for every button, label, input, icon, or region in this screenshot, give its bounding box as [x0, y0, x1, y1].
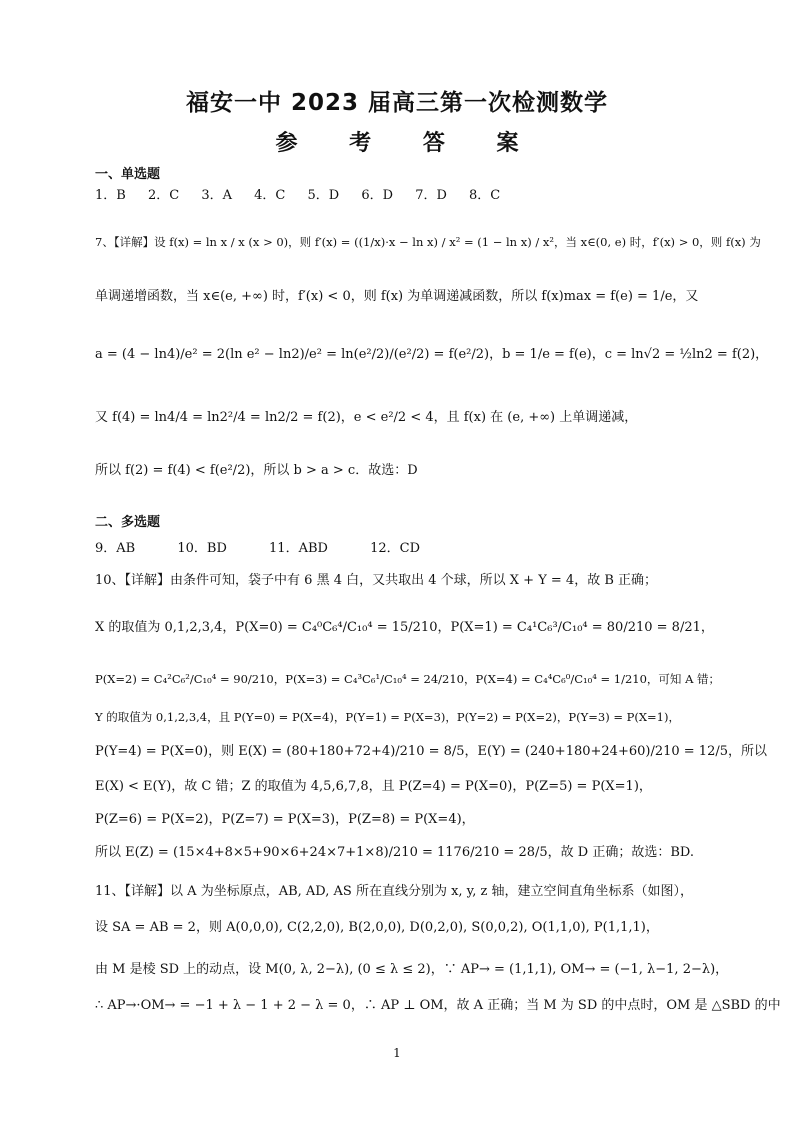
answer-item: 6．D — [361, 188, 394, 203]
q7-line-2: 单调递增函数，当 x∈(e, +∞) 时，f′(x) < 0，则 f(x) 为单调递减函数，所以 f(x)max = f(e) = 1/e，又 — [95, 289, 699, 304]
q11-line-3: 由 M 是棱 SD 上的动点，设 M(0, λ, 2−λ), (0 ≤ λ ≤ 2)，∵ AP→ = (1,1,1), OM→ = (−1, λ−1, 2−λ)， — [95, 962, 729, 977]
answer-item: 1．B — [95, 188, 126, 203]
q11-line-4: ∴ AP→·OM→ = −1 + λ − 1 + 2 − λ = 0，∴ AP ⊥ OM，故 A 正确；当 M 为 SD 的中点时，OM 是 △SBD 的中 — [95, 998, 781, 1013]
answer-item: 8．C — [469, 188, 501, 203]
answer-item: 12．CD — [370, 541, 421, 556]
section-heading-single-choice: 一、单选题 — [95, 167, 161, 182]
q10-line-7: P(Z=6) = P(X=2)，P(Z=7) = P(X=3)，P(Z=8) = P(X=4)， — [95, 812, 475, 827]
q10-line-6: E(X) < E(Y)，故 C 错；Z 的取值为 4,5,6,7,8，且 P(Z=4) = P(X=0)，P(Z=5) = P(X=1)， — [95, 779, 652, 794]
answer-item: 9．AB — [95, 541, 136, 556]
document-subtitle: 参 考 答 案 — [275, 131, 541, 156]
answer-item: 7．D — [415, 188, 447, 203]
single-choice-answers — [95, 186, 518, 206]
document-title: 福安一中 2023 届高三第一次检测数学 — [185, 90, 609, 116]
multiple-choice-answers — [95, 539, 458, 559]
q7-line-3: a = (4 − ln4)/e² = 2(ln e² − ln2)/e² = ln(e²/2)/(e²/2) = f(e²/2)，b = 1/e = f(e)，c = ln√2 = ½ln2 = f(2)， — [95, 347, 769, 362]
q7-line-5: 所以 f(2) = f(4) < f(e²/2)，所以 b > a > c．故选：D — [95, 463, 418, 478]
q11-line-1: 11、【详解】以 A 为坐标原点，AB, AD, AS 所在直线分别为 x, y, z 轴，建立空间直角坐标系（如图）， — [95, 884, 694, 899]
answer-item: 3．A — [201, 188, 232, 203]
q10-line-5: P(Y=4) = P(X=0)，则 E(X) = (80+180+72+4)/210 = 8/5，E(Y) = (240+180+24+60)/210 = 12/5，所以 — [95, 744, 767, 759]
q10-line-1: 10、【详解】由条件可知，袋子中有 6 黑 4 白，又共取出 4 个球，所以 X + Y = 4，故 B 正确； — [95, 573, 658, 588]
answer-item: 10．BD — [177, 541, 227, 556]
q10-line-2: X 的取值为 0,1,2,3,4，P(X=0) = C₄⁰C₆⁴/C₁₀⁴ = 15/210，P(X=1) = C₄¹C₆³/C₁₀⁴ = 80/210 = 8/21， — [95, 620, 714, 635]
q11-line-2: 设 SA = AB = 2，则 A(0,0,0), C(2,2,0), B(2,0,0), D(0,2,0), S(0,0,2), O(1,1,0), P(1,1,1)， — [95, 920, 659, 935]
q10-line-4: Y 的取值为 0,1,2,3,4，且 P(Y=0) = P(X=4)，P(Y=1) = P(X=3)，P(Y=2) = P(X=2)，P(Y=3) = P(X=1)， — [95, 710, 680, 724]
q7-line-4: 又 f(4) = ln4/4 = ln2²/4 = ln2/2 = f(2)，e < e²/2 < 4，且 f(x) 在 (e, +∞) 上单调递减， — [95, 410, 638, 425]
page-number: 1 — [393, 1046, 401, 1060]
q10-line-3: P(X=2) = C₄²C₆²/C₁₀⁴ = 90/210，P(X=3) = C₄³C₆¹/C₁₀⁴ = 24/210，P(X=4) = C₄⁴C₆⁰/C₁₀⁴ = 1/210，可知 A 错； — [95, 672, 721, 686]
q7-line-1: 7、【详解】设 f(x) = ln x / x (x > 0)，则 f′(x) = ((1/x)·x − ln x) / x² = (1 − ln x) / x²，当 x∈(0, e) 时，f′(x) > 0，则 f(x) 为 — [95, 235, 761, 249]
answer-item: 5．D — [307, 188, 340, 203]
q10-line-8: 所以 E(Z) = (15×4+8×5+90×6+24×7+1×8)/210 = 1176/210 = 28/5，故 D 正确；故选：BD. — [95, 845, 694, 860]
section-heading-multiple-choice: 二、多选题 — [95, 515, 161, 530]
answer-item: 2．C — [147, 188, 180, 203]
answer-item: 4．C — [254, 188, 286, 203]
answer-item: 11．ABD — [269, 541, 328, 556]
